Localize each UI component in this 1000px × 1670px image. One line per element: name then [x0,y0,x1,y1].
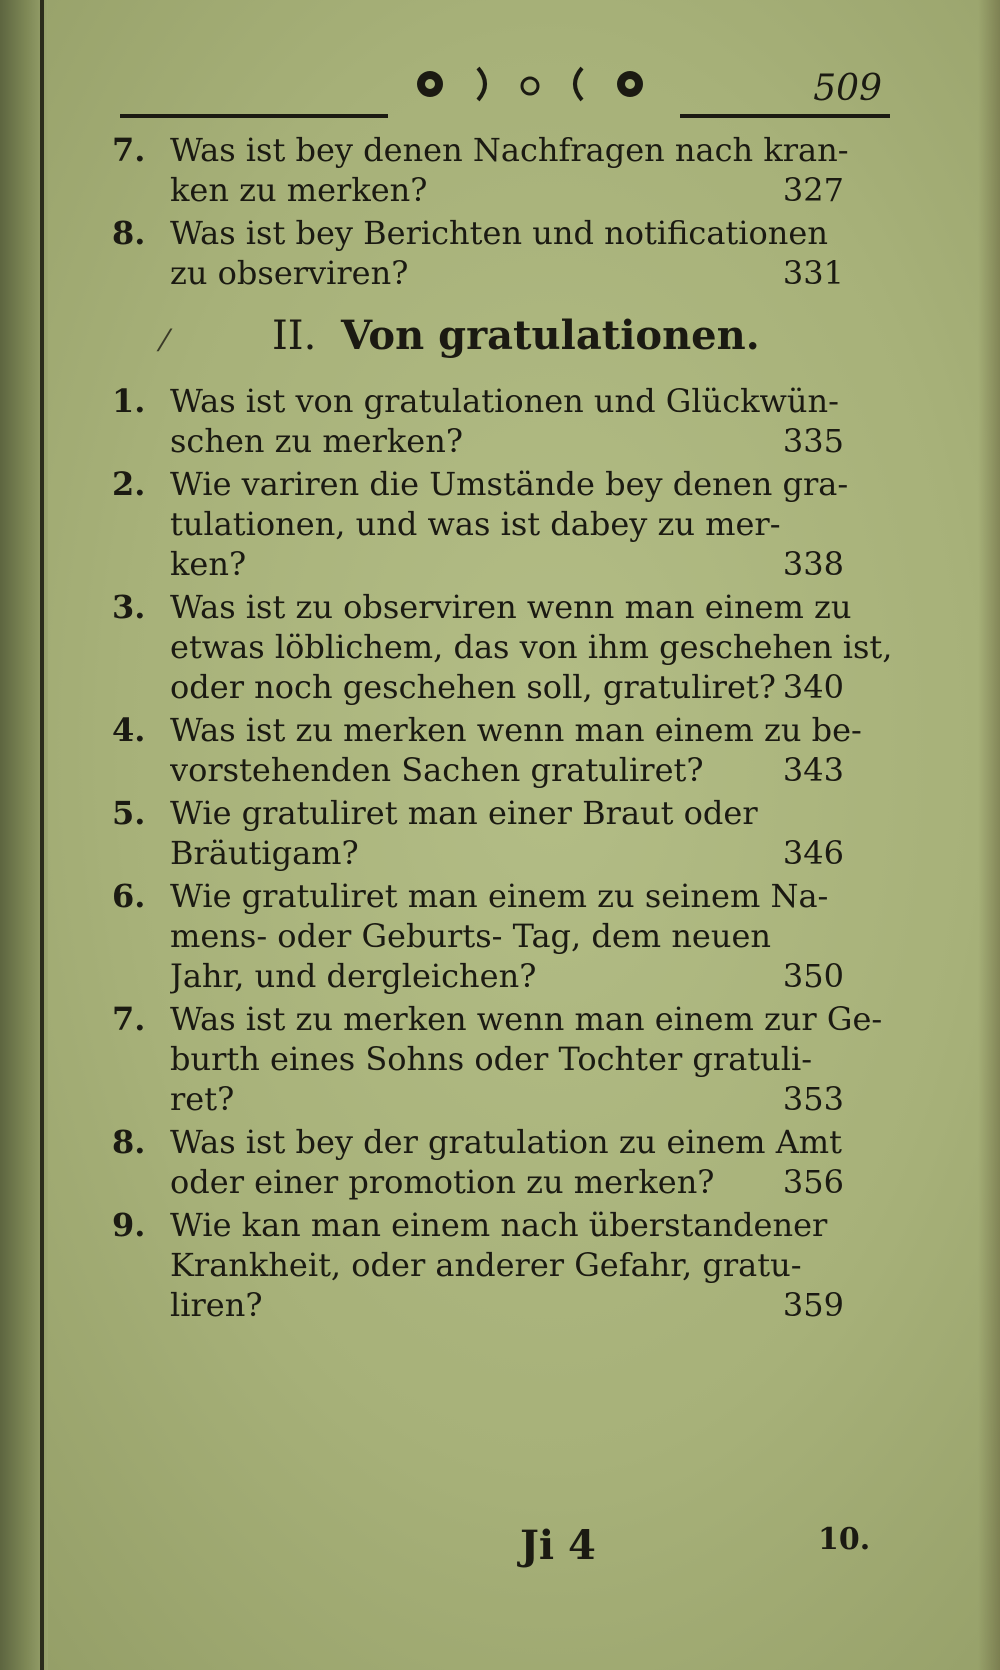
entry-text-line: Was ist bey der gratulation zu einem Amt [170,1123,842,1161]
entry-page-number: 350 [782,957,844,995]
catchword: 10. [818,1522,871,1557]
entry-text-line: Bräutigam? [170,834,359,872]
entry-number: 6. [112,877,146,915]
toc-entry [112,464,892,584]
toc-entry [112,999,892,1119]
entry-number: 4. [112,711,146,749]
signature-mark: Ji 4 [520,1522,596,1569]
entry-text-line: Wie gratuliret man einem zu seinem Na- [170,877,829,915]
entries-after-section [112,381,892,1325]
entry-text-line: burth eines Sohns oder Tochter gratuli- [170,1040,813,1078]
page-header [120,62,890,122]
entry-number: 9. [112,1206,146,1244]
entry-text-line: Krankheit, oder anderer Gefahr, gratu- [170,1246,802,1284]
entry-number: 5. [112,794,146,832]
section-number: II. [272,313,317,359]
toc-entry [112,130,892,210]
toc-entry [112,1122,892,1202]
entry-number: 8. [112,214,146,252]
entry-page-number: 331 [782,254,844,292]
entry-page-number: 338 [782,545,844,583]
entry-number: 8. [112,1123,146,1161]
gutter-edge-line [40,0,44,1670]
entry-text-line: etwas löblichem, das von ihm geschehen ist, [170,628,892,666]
section-title: Von gratulationen. [341,312,760,359]
entry-number: 1. [112,382,146,420]
header-rule-right [680,114,890,118]
entry-text-line: Jahr, und dergleichen? [170,957,537,995]
header-rule-left [120,114,388,118]
entry-page-number: 340 [782,668,844,706]
entry-text-line: Was ist bey denen Nachfragen nach kran- [170,131,849,169]
entry-number: 3. [112,588,146,626]
entry-page-number: 346 [782,834,844,872]
entry-page-number: 359 [782,1286,844,1324]
entry-text-line: zu observiren? [170,254,409,292]
toc-entry [112,876,892,996]
entry-text-line: Was ist bey Berichten und notificationen [170,214,828,252]
entry-page-number: 356 [782,1163,844,1201]
entry-text-line: mens- oder Geburts- Tag, dem neuen [170,917,772,955]
toc-entry [112,710,892,790]
entry-text-line: Wie gratuliret man einer Braut oder [170,794,758,832]
entry-text-line: Was ist zu merken wenn man einem zu be- [170,711,862,749]
entry-text-line: tulationen, und was ist dabey zu mer- [170,505,781,543]
entry-number: 7. [112,131,146,169]
page-right-edge [978,0,1000,1670]
entry-text-line: Wie variren die Umstände bey denen gra- [170,465,849,503]
entry-text-line: Was ist zu observiren wenn man einem zu [170,588,852,626]
entry-text-line: oder noch geschehen soll, gratuliret? [170,668,776,706]
page-number: 509 [813,68,882,109]
table-of-contents [112,130,892,1328]
header-ornament-icon [400,62,660,106]
toc-entry [112,213,892,293]
entry-text-line: oder einer promotion zu merken? [170,1163,715,1201]
entry-text-line: ret? [170,1080,235,1118]
entries-before-section [112,130,892,293]
entry-text-line: liren? [170,1286,263,1324]
toc-entry [112,1205,892,1325]
section-heading [162,312,1000,359]
entry-text-line: ken? [170,545,247,583]
entry-text-line: Was ist von gratulationen und Glückwün- [170,382,839,420]
entry-text-line: ken zu merken? [170,171,428,209]
entry-number: 7. [112,1000,146,1038]
margin-mark: ⁄ [162,324,168,359]
entry-page-number: 343 [782,751,844,789]
entry-page-number: 327 [782,171,844,209]
toc-entry [112,793,892,873]
entry-text-line: vorstehenden Sachen gratuliret? [170,751,704,789]
entry-page-number: 335 [782,422,844,460]
entry-text-line: Was ist zu merken wenn man einem zur Ge- [170,1000,883,1038]
entry-number: 2. [112,465,146,503]
entry-text-line: schen zu merken? [170,422,463,460]
toc-entry [112,381,892,461]
entry-page-number: 353 [782,1080,844,1118]
entry-text-line: Wie kan man einem nach überstandener [170,1206,828,1244]
toc-entry [112,587,892,707]
